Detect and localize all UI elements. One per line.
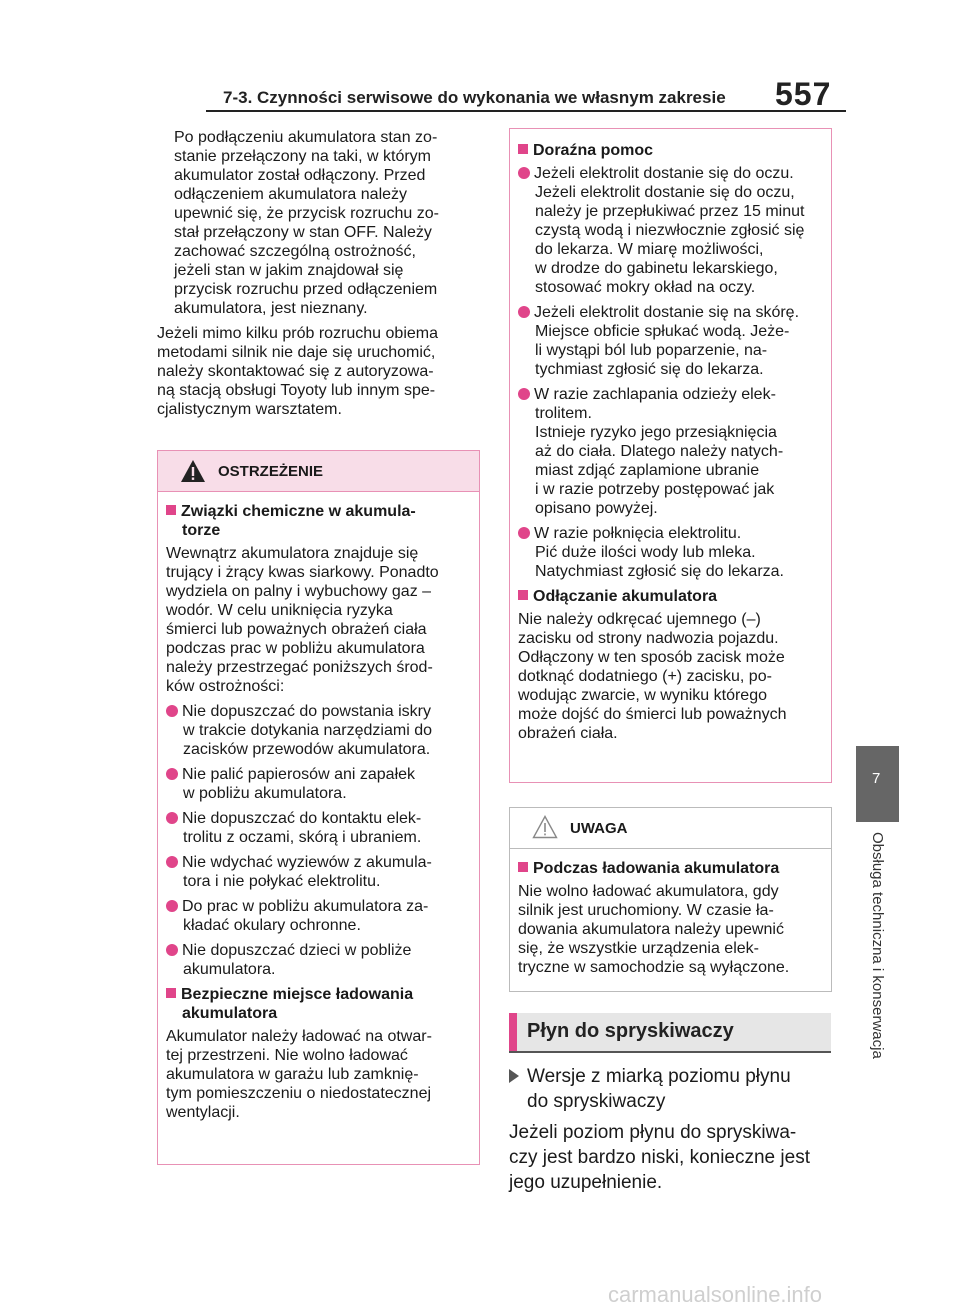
page-number: 557 <box>775 76 832 112</box>
first-aid-bullet-line: należy je przepłukiwać przez 15 minut <box>535 203 805 220</box>
first-aid-bullet-line: Jeżeli elektrolit dostanie się na skórę. <box>534 304 800 321</box>
notice-box-body <box>510 849 831 985</box>
warning-box-header <box>158 451 479 492</box>
warning-bullet-line: Nie palić papierosów ani zapałek <box>182 766 416 783</box>
warning-subheading-safe-place: Bezpieczne miejsce ładowania akumulatora <box>166 985 471 1023</box>
disconnect-text <box>518 610 823 743</box>
round-bullet-icon <box>166 856 178 868</box>
washer-fluid-body <box>509 1120 834 1195</box>
first-aid-bullet-line: do lekarza. W miarę możliwości, <box>535 241 764 258</box>
first-aid-bullet-line: Natychmiast zgłosić się do lekarza. <box>535 563 784 580</box>
round-bullet-icon <box>166 900 178 912</box>
page-header-title: 7-3. Czynności serwisowe do wykonania we własnym zakresie <box>223 88 726 107</box>
square-bullet-icon <box>518 144 528 154</box>
first-aid-bullet-line: Istnieje ryzyko jego przesiąknięcia <box>535 424 777 441</box>
notice-text <box>518 882 823 977</box>
first-aid-bullet-line: w drodze do gabinetu lekarskiego, <box>535 260 778 277</box>
body-text-line: czy jest bardzo niski, konieczne jest <box>509 1147 810 1168</box>
warning-text-line: Wewnątrz akumulatora znajduje się <box>166 545 419 562</box>
warning-safe-place-text <box>166 1027 471 1122</box>
watermark: carmanualsonline.info <box>608 1282 823 1307</box>
round-bullet-icon <box>518 167 530 179</box>
square-bullet-icon <box>518 862 528 872</box>
first-aid-bullet-item <box>518 164 823 297</box>
first-aid-heading: Doraźna pomoc <box>518 141 823 160</box>
first-aid-bullet-line: miast zdjąć zaplamione ubranie <box>535 462 760 479</box>
first-aid-bullet-line: li wystąpi ból lub poparzenie, na- <box>535 342 768 359</box>
round-bullet-icon <box>518 388 530 400</box>
disconnect-text-line: może dojść do śmierci lub poważnych <box>518 706 787 723</box>
warning-text-line: podczas prac w pobliżu akumulatora <box>166 640 425 657</box>
body-text-line: jego uzupełnienie. <box>509 1172 663 1193</box>
first-aid-bullet-line: Pić duże ilości wody lub mleka. <box>535 544 756 561</box>
warning-bullet-line: tora i nie połykać elektrolitu. <box>183 873 381 890</box>
warning-label: OSTRZEŻENIE <box>218 463 324 480</box>
first-aid-bullet-line: Jeżeli elektrolit dostanie się do oczu, <box>535 184 795 201</box>
first-aid-box-body <box>510 129 831 751</box>
chapter-number: 7 <box>872 770 881 787</box>
warning-bullet-item <box>166 809 471 847</box>
section-accent-bar <box>509 1013 517 1051</box>
warning-text-line: wodór. W celu uniknięcia ryzyka <box>166 602 393 619</box>
first-aid-bullet-item <box>518 303 823 379</box>
note-line: akumulator został odłączony. Przed <box>174 167 426 184</box>
warning-bullet-line: Nie dopuszczać do kontaktu elek- <box>182 810 422 827</box>
indented-note <box>157 128 477 318</box>
round-bullet-icon <box>166 705 178 717</box>
caution-triangle-icon <box>532 815 558 839</box>
notice-text-line: tryczne w samochodzie są wyłączone. <box>518 959 790 976</box>
safe-place-text-line: wentylacji. <box>166 1104 240 1121</box>
notice-text-line: się, że wszystkie urządzenia elek- <box>518 940 759 957</box>
note-line: odłączeniem akumulatora należy <box>174 186 408 203</box>
warning-bullet-item <box>166 765 471 803</box>
chapter-tab[interactable] <box>856 746 899 822</box>
notice-text-line: silnik jest uruchomiony. W czasie ła- <box>518 902 774 919</box>
warning-text-line: śmierci lub poważnych obrażeń ciała <box>166 621 427 638</box>
disconnect-text-line: Odłączony w ten sposób zacisk może <box>518 649 785 666</box>
round-bullet-icon <box>166 812 178 824</box>
first-aid-bullet-line: tychmiast zgłosić się do lekarza. <box>535 361 764 378</box>
warning-box <box>157 450 480 1165</box>
warning-bullet-list <box>166 702 471 979</box>
safe-place-text-line: tym pomieszczeniu o niedostatecznej <box>166 1085 432 1102</box>
warning-bullet-line: kładać okulary ochronne. <box>183 917 361 934</box>
first-aid-bullet-line: Jeżeli elektrolit dostanie się do oczu. <box>534 165 794 182</box>
first-aid-bullet-item <box>518 524 823 581</box>
warning-bullet-item <box>166 853 471 891</box>
warning-bullet-line: Nie dopuszczać dzieci w pobliże <box>182 942 412 959</box>
warning-chemicals-text <box>166 544 471 696</box>
note-line: stanie przełączony na taki, w którym <box>174 148 431 165</box>
warning-bullet-line: akumulatora. <box>183 961 276 978</box>
washer-fluid-section <box>509 1064 834 1195</box>
paragraph-line: metodami silnik nie daje się uruchomić, <box>157 344 436 361</box>
warning-bullet-item <box>166 941 471 979</box>
first-aid-bullet-line: Miejsce obficie spłukać wodą. Jeże- <box>535 323 790 340</box>
round-bullet-icon <box>166 768 178 780</box>
notice-heading: Podczas ładowania akumulatora <box>518 859 823 878</box>
note-line: upewnić się, że przycisk rozruchu zo- <box>174 205 439 222</box>
notice-label: UWAGA <box>570 820 628 837</box>
notice-text-line: dowania akumulatora należy upewnić <box>518 921 784 938</box>
note-line: akumulatora, jest nieznany. <box>174 300 368 317</box>
notice-box-header <box>510 808 831 849</box>
warning-bullet-line: Nie dopuszczać do powstania iskry <box>182 703 432 720</box>
round-bullet-icon <box>518 306 530 318</box>
warning-bullet-line: w trakcie dotykania narzędziami do <box>183 722 433 739</box>
first-aid-bullet-line: W razie zachlapania odzieży elek- <box>534 386 776 403</box>
warning-bullet-line: trolitu z oczami, skórą i ubraniem. <box>183 829 422 846</box>
restart-paragraph <box>157 324 477 419</box>
warning-box-body <box>158 492 479 1130</box>
left-column <box>157 128 477 425</box>
arrow-item: Wersje z miarką poziomu płynu do spryskiwaczy <box>509 1064 834 1114</box>
square-bullet-icon <box>518 590 528 600</box>
paragraph-line: Jeżeli mimo kilku prób rozruchu obiema <box>157 325 438 342</box>
first-aid-bullet-line: aż do ciała. Dlatego należy natych- <box>535 443 784 460</box>
warning-text-line: należy przestrzegać poniższych środ- <box>166 659 433 676</box>
disconnect-text-line: Nie należy odkręcać ujemnego (–) <box>518 611 761 628</box>
first-aid-bullet-line: czystą wodą i niezwłocznie zgłosić się <box>535 222 805 239</box>
notice-text-line: Nie wolno ładować akumulatora, gdy <box>518 883 779 900</box>
safe-place-text-line: Akumulator należy ładować na otwar- <box>166 1028 432 1045</box>
arrow-right-icon <box>509 1069 519 1083</box>
first-aid-bullet-line: trolitem. <box>535 405 592 422</box>
first-aid-bullet-list <box>518 164 823 581</box>
first-aid-bullet-item <box>518 385 823 518</box>
note-line: jeżeli stan w jakim znajdował się <box>174 262 404 279</box>
note-line: zachować szczególną ostrożność, <box>174 243 416 260</box>
paragraph-line: cjalistycznym warsztatem. <box>157 401 342 418</box>
warning-bullet-line: zacisków przewodów akumulatora. <box>183 741 431 758</box>
warning-bullet-item <box>166 897 471 935</box>
warning-text-line: ków ostrożności: <box>166 678 285 695</box>
first-aid-bullet-line: stosować mokry okład na oczy. <box>535 279 756 296</box>
safe-place-text-line: akumulatora w garażu lub zamknię- <box>166 1066 419 1083</box>
disconnect-text-line: zacisku od strony nadwozia pojazdu. <box>518 630 779 647</box>
disconnect-heading: Odłączanie akumulatora <box>518 587 823 606</box>
section-title: Płyn do spryskiwaczy <box>527 1020 734 1042</box>
warning-bullet-item <box>166 702 471 759</box>
warning-bullet-line: w pobliżu akumulatora. <box>183 785 347 802</box>
warning-bullet-line: Nie wdychać wyziewów z akumula- <box>182 854 432 871</box>
disconnect-text-line: obrażeń ciała. <box>518 725 618 742</box>
warning-text-line: trujący i żrący kwas siarkowy. Ponadto <box>166 564 439 581</box>
first-aid-box <box>509 128 832 783</box>
first-aid-bullet-line: W razie połknięcia elektrolitu. <box>534 525 742 542</box>
disconnect-text-line: wodując zwarcie, w wyniku którego <box>518 687 767 704</box>
body-text-line: Jeżeli poziom płynu do spryskiwa- <box>509 1122 797 1143</box>
disconnect-text-line: dotknąć dodatniego (+) zacisku, po- <box>518 668 772 685</box>
notice-box <box>509 807 832 992</box>
warning-bullet-line: Do prac w pobliżu akumulatora za- <box>182 898 429 915</box>
first-aid-bullet-line: i w razie potrzeby postępować jak <box>535 481 775 498</box>
header-rule <box>206 110 846 112</box>
note-line: Po podłączeniu akumulatora stan zo- <box>174 129 438 146</box>
section-heading-band <box>509 1013 831 1053</box>
safe-place-text-line: tej przestrzeni. Nie wolno ładować <box>166 1047 408 1064</box>
paragraph-line: należy skontaktować się z autoryzowa- <box>157 363 434 380</box>
note-line: przycisk rozruchu przed odłączeniem <box>174 281 438 298</box>
round-bullet-icon <box>166 944 178 956</box>
note-line: stał przełączony w stan OFF. Należy <box>174 224 432 241</box>
chapter-side-label: Obsługa techniczna i konserwacja <box>869 832 886 1059</box>
warning-subheading-chemicals: Związki chemiczne w akumula- torze <box>166 502 471 540</box>
round-bullet-icon <box>518 527 530 539</box>
warning-triangle-icon <box>180 459 206 483</box>
square-bullet-icon <box>166 505 176 515</box>
first-aid-bullet-line: opisano powyżej. <box>535 500 658 517</box>
warning-text-line: wydziela on palny i wybuchowy gaz – <box>166 583 432 600</box>
square-bullet-icon <box>166 988 176 998</box>
paragraph-line: ną stacją obsługi Toyoty lub innym spe- <box>157 382 436 399</box>
